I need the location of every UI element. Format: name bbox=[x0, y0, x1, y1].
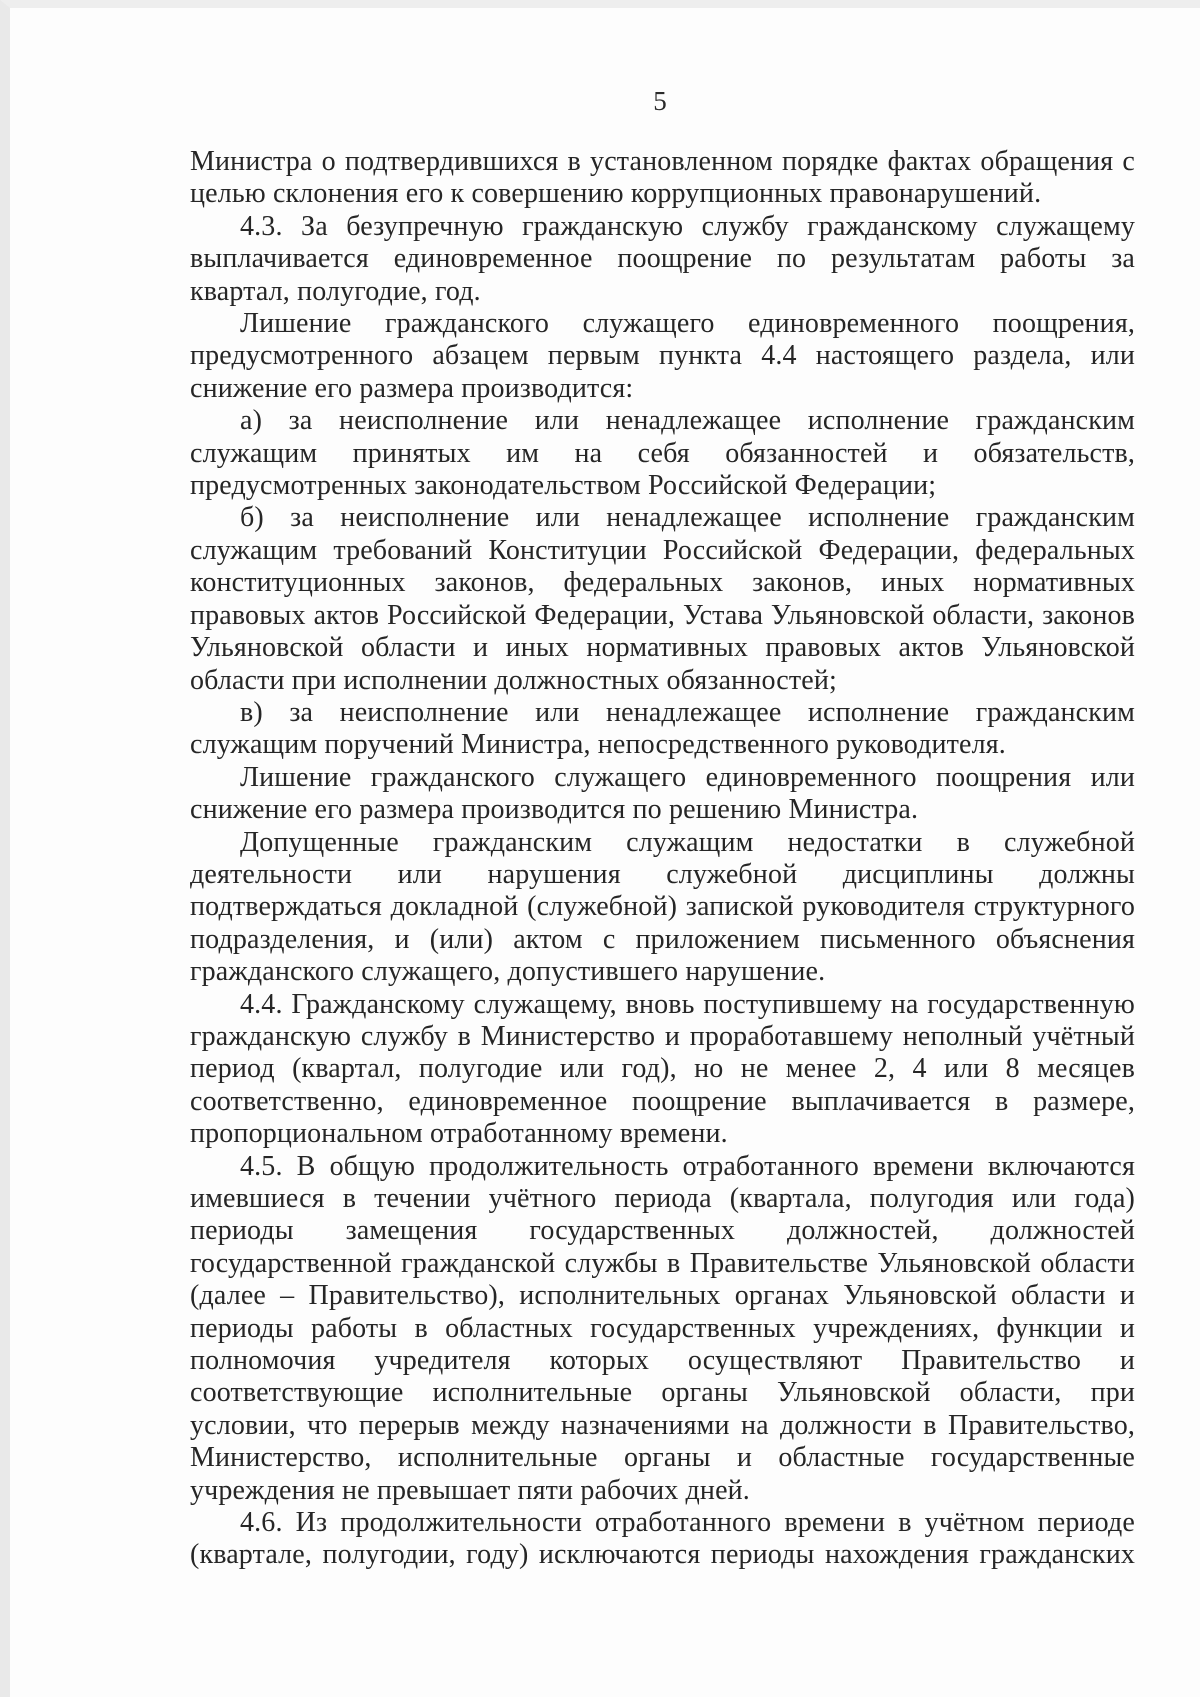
paragraph-4-6: 4.6. Из продолжительности отработанного времени в учётном периоде (квартале, полугодии, году) исключаются периоды нахождения гражданских bbox=[190, 1507, 1135, 1571]
paragraph-4-4: 4.4. Гражданскому служащему, вновь поступившему на государственную гражданскую службу в Министерство и проработавшему неполный учётный период (квартал, полугодие или год), но не менее 2, 4 или 8 месяцев соответственно, единовременное поощрение выплачивается в размере, пропорциональном отработанному времени. bbox=[190, 988, 1135, 1150]
paragraph-continuation: Министра о подтвердившихся в установленном порядке фактах обращения с целью склонения его к совершению коррупционных правонарушений. bbox=[190, 146, 1135, 210]
paragraph-item-b: б) за неисполнение или ненадлежащее исполнение гражданским служащим требований Конституции Российской Федерации, федеральных конституционных законов, федеральных законов, иных нормативных правовых актов Российской Федерации, Устава Ульяновской области, законов Ульяновской области и иных нормативных правовых актов Ульяновской области при исполнении должностных обязанностей; bbox=[190, 502, 1135, 696]
paragraph-decision: Лишение гражданского служащего единовременного поощрения или снижение его размера производится по решению Министра. bbox=[190, 761, 1135, 826]
paragraph-4-5: 4.5. В общую продолжительность отработанного времени включаются имевшиеся в течении учётного периода (квартала, полугодия или года) периоды замещения государственных должностей, должностей государственной гражданской службы в Правительстве Ульяновской области (далее – Правительство), исполнительных органах Ульяновской области и периоды работы в областных государственных учреждениях, функции и полномочия учредителя которых осуществляют Правительство и соответствующие исполнительные органы Ульяновской области, при условии, что перерыв между назначениями на должности в Правительство, Министерство, исполнительные органы и областные государственные учреждения не превышает пяти рабочих дней. bbox=[190, 1150, 1135, 1506]
paragraph-deprivation: Лишение гражданского служащего единовременного поощрения, предусмотренного абзацем первым пункта 4.4 настоящего раздела, или снижение его размера производится: bbox=[190, 308, 1135, 404]
paragraph-violations: Допущенные гражданским служащим недостатки в служебной деятельности или нарушения служебной дисциплины должны подтверждаться докладной (служебной) запиской руководителя структурного подразделения, и (или) актом с приложением письменного объяснения гражданского служащего, допустившего нарушение. bbox=[190, 826, 1135, 988]
document-body bbox=[190, 146, 1135, 1572]
paragraph-item-v: в) за неисполнение или ненадлежащее исполнение гражданским служащим поручений Министра, непосредственного руководителя. bbox=[190, 696, 1135, 761]
paragraph-4-3: 4.3. За безупречную гражданскую службу гражданскому служащему выплачивается единовременное поощрение по результатам работы за квартал, полугодие, год. bbox=[190, 210, 1135, 307]
paragraph-item-a: а) за неисполнение или ненадлежащее исполнение гражданским служащим принятых им на себя обязанностей и обязательств, предусмотренных законодательством Российской Федерации; bbox=[190, 405, 1135, 502]
page-number: 5 bbox=[653, 86, 667, 116]
